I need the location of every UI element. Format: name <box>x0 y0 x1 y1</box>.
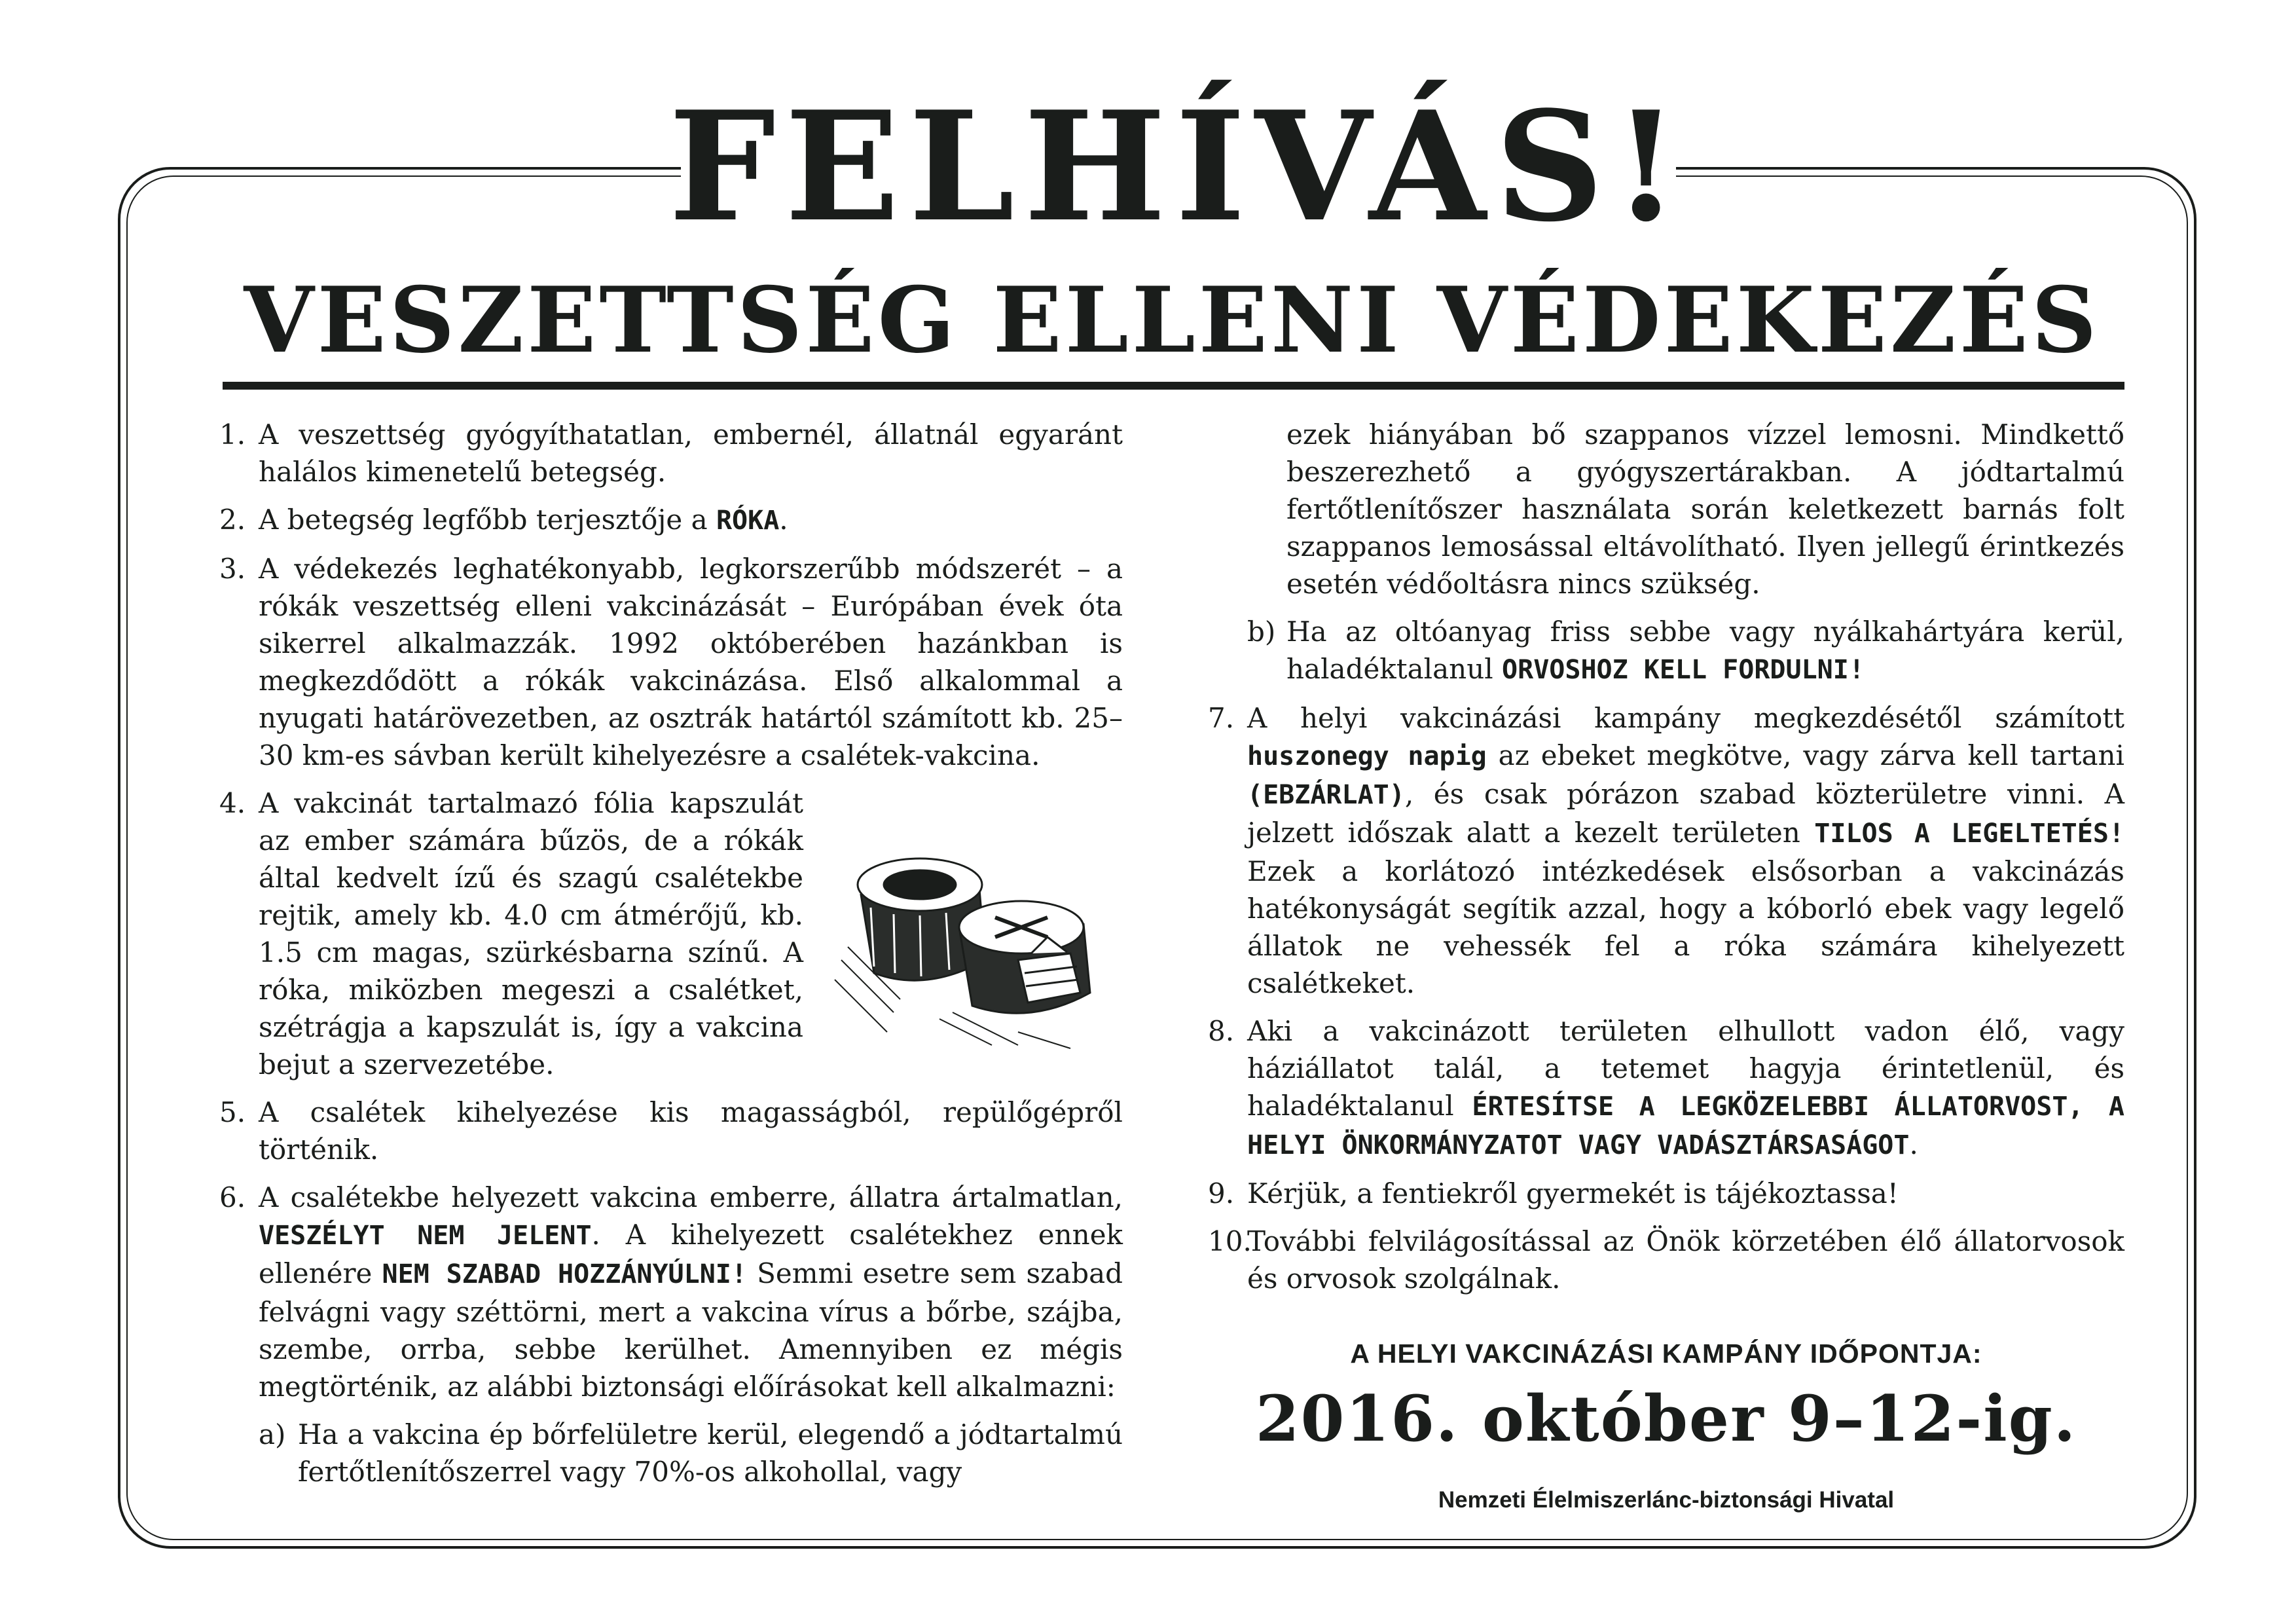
item-text: A vakcinát tartalmazó fólia kapszulát az ember számára bűzös, de a rókák által kedvelt ízű és szagú csalétekbe rejtik, amely kb. 4.0 cm átmérőjű, kb. 1.5 cm magas, szürkésbarna színű. A róka, miközben megeszi a csalétket, szétrágja a kapszulát is, így a vakcina bejut a szervezetébe. <box>259 787 803 1080</box>
item-text: . <box>1909 1128 1918 1160</box>
list-item-8 <box>1208 1012 2124 1164</box>
title-rule <box>223 382 2124 390</box>
issuing-agency: Nemzeti Élelmiszerlánc-biztonsági Hivatal <box>1438 1486 1895 1513</box>
item-emphasis: huszonegy napig <box>1247 741 1487 771</box>
item-text: A csalétek kihelyezése kis magasságból, repülőgépről történik. <box>259 1096 1123 1166</box>
item-emphasis: RÓKA <box>716 506 780 536</box>
item-emphasis: VESZÉLYT NEM JELENT <box>259 1221 592 1251</box>
item-number: 9. <box>1208 1177 1235 1209</box>
list-item-5 <box>219 1094 1123 1168</box>
item-number: 4. <box>219 787 246 819</box>
sub-item-a-continued: ezek hiányában bő szappanos vízzel lemosni. Mindkettő beszerezhető a gyógyszertárakban. A jódtartalmú fertőtlenítőszer használata során keletkezett barnás folt szappanos lemosással eltávolítható. Ilyen jellegű érintkezés esetén védőoltásra nincs szükség. <box>1286 418 2124 600</box>
list-item-4 <box>219 784 1123 1083</box>
list-item-3 <box>219 550 1123 774</box>
sub-letter: b) <box>1247 616 1276 648</box>
item-text: . A kihelyezett csalétekhez ennek ellenére <box>259 1219 1123 1289</box>
item-number: 7. <box>1208 702 1235 734</box>
page-title: FELHÍVÁS! <box>668 79 1688 255</box>
item-text: A csalétekbe helyezett vakcina emberre, állatra ártalmatlan, <box>259 1181 1123 1213</box>
item-emphasis: ORVOSHOZ KELL FORDULNI! <box>1502 655 1865 685</box>
sub-item-a <box>219 1416 1123 1490</box>
right-column <box>1208 416 2124 1519</box>
page-subtitle: VESZETTSÉG ELLENI VÉDEKEZÉS <box>244 267 2100 373</box>
list-item-7 <box>1208 699 2124 1002</box>
left-column <box>219 416 1123 1501</box>
item-number: 8. <box>1208 1015 1235 1047</box>
item-number: 5. <box>219 1096 246 1128</box>
list-item-10 <box>1208 1223 2124 1297</box>
item-emphasis: ÉRTESÍTSE A LEGKÖZELEBBI ÁLLATORVOST, A HELYI ÖNKORMÁNYZATOT VAGY VADÁSZTÁRSASÁGOT <box>1247 1092 2125 1160</box>
item-text: Ezek a korlátozó intézkedések elsősorban a vakcinázás hatékonyságát segítik azzal, hogy a kóborló ebek vagy legelő állatok ne vehessék fel a róka számára kihelyezett csalétkeket. <box>1247 855 2124 999</box>
sub-item-b <box>1208 613 2124 689</box>
list-item-2 <box>219 501 1123 540</box>
item-text: A betegség legfőbb terjesztője a <box>259 504 716 536</box>
sub-text: Ha az oltóanyag friss sebbe vagy nyálkahártyára kerül, haladéktalanul <box>1286 616 2124 685</box>
sub-letter: a) <box>259 1418 286 1450</box>
item-number: 1. <box>219 418 246 451</box>
item-text: Kérjük, a fentiekről gyermekét is tájékoztassa! <box>1247 1177 1899 1209</box>
item-text: . <box>779 504 788 536</box>
item-emphasis: NEM SZABAD HOZZÁNYÚLNI! <box>382 1259 747 1289</box>
campaign-date: 2016. október 9–12-ig. <box>1255 1382 2077 1456</box>
item-text: az ebeket megkötve, vagy zárva kell tartani <box>1486 739 2124 771</box>
item-emphasis: TILOS A LEGELTETÉS! <box>1814 819 2124 849</box>
list-item-1 <box>219 416 1123 490</box>
campaign-label: A HELYI VAKCINÁZÁSI KAMPÁNY IDŐPONTJA: <box>1350 1338 1982 1369</box>
item-text: A veszettség gyógyíthatatlan, embernél, állatnál egyaránt halálos kimenetelű betegség. <box>259 418 1123 488</box>
item-number: 3. <box>219 553 246 585</box>
item-number: 2. <box>219 504 246 536</box>
sub-text: Ha a vakcina ép bőrfelületre kerül, elegendő a jódtartalmú fertőtlenítőszerrel vagy 70%-os alkohollal, vagy <box>298 1418 1123 1488</box>
item-text: Semmi esetre sem szabad felvágni vagy széttörni, mert a vakcina vírus a bőrbe, szájba, szembe, orrba, sebbe kerülhet. Amennyiben ez mégis megtörténik, az alábbi biztonsági előírásokat kell alkalmazni: <box>259 1257 1123 1403</box>
item-emphasis: (EBZÁRLAT) <box>1247 780 1405 810</box>
item-text: A helyi vakcinázási kampány megkezdésétől számított <box>1247 702 2124 734</box>
bait-capsule-illustration-icon <box>822 796 1123 1058</box>
item-text: , és csak pórázon szabad közterületre vinni. A jelzett időszak alatt a kezelt területen <box>1247 778 2124 849</box>
item-number: 10. <box>1208 1225 1252 1257</box>
list-item-9 <box>1208 1175 2124 1212</box>
item-number: 6. <box>219 1181 246 1213</box>
item-text: Aki a vakcinázott területen elhullott vadon élő, vagy háziállatot talál, a tetemet hagyja érintetlenül, és haladéktalanul <box>1247 1015 2124 1122</box>
title-banner <box>668 79 1688 255</box>
list-item-6 <box>219 1179 1123 1405</box>
item-text: A védekezés leghatékonyabb, legkorszerűbb módszerét – a rókák veszettség elleni vakcinázását – Európában évek óta sikerrel alkalmazzák. 1992 októberében hazánkban is megkezdődött a rókák vakcinázása. Első alkalommal a nyugati határövezetben, az osztrák határtól számított kb. 25–30 km-es sávban került kihelyezésre a csalétek-vakcina. <box>259 553 1123 771</box>
item-text: További felvilágosítással az Önök körzetében élő állatorvosok és orvosok szolgálnak. <box>1247 1225 2124 1295</box>
